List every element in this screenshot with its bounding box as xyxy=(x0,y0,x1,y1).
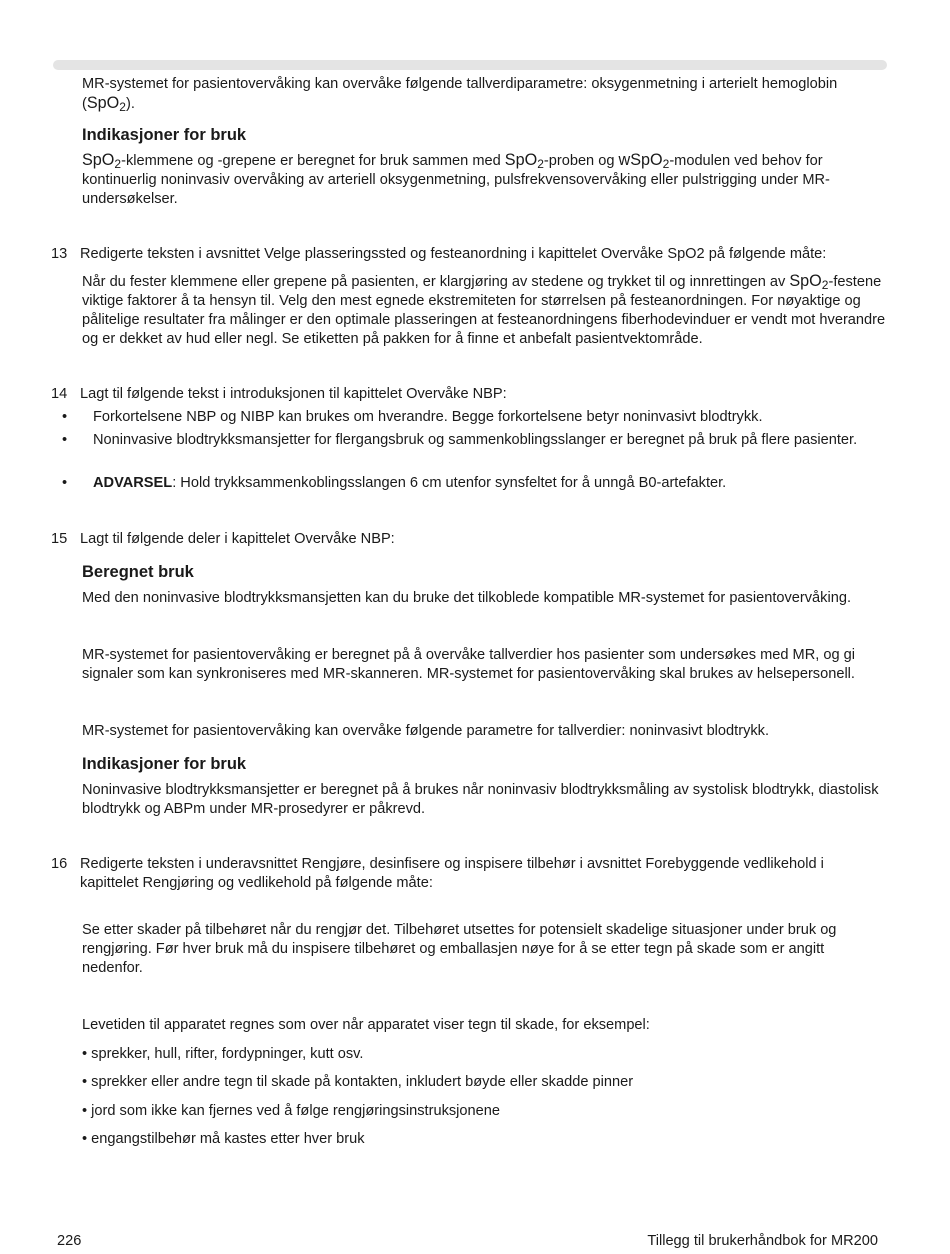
paragraph-placement: Når du fester klemmene eller grepene på pasienten, er klargjøring av stedene og trykket til og innrettingen av SpO$_2$-festene viktige faktorer å ta hensyn til. Velg den mest egnede ekstremiteten for størrelsen på festeanordningen. For nøyaktige og pålitelige resultater fra målinger er den optimale plasseringen at festeanordningens fiberhodevinduer er vendt mot hverandre og er dekket av hud eller negl. Se etiketten på pakken for å finne et anbefalt pasientvektområde. xyxy=(82,272,886,347)
bullet-marker: • xyxy=(62,409,68,425)
item-number: 15 xyxy=(51,531,68,547)
bullet-marker: • xyxy=(62,432,68,448)
paragraph-lifetime: Levetiden til apparatet regnes som over når apparatet viser tegn til skade, for eksempel: xyxy=(82,1017,650,1033)
item-number: 16 xyxy=(51,856,68,872)
item-text: Redigerte teksten i underavsnittet Rengjøre, desinfisere og inspisere tilbehør i avsnittet Forebyggende vedlikehold i kapittelet Rengjøring og vedlikehold på følgende måte: xyxy=(80,856,824,891)
page-number: 226 xyxy=(57,1233,82,1249)
heading-indications-spo2: Indikasjoner for bruk xyxy=(82,126,247,144)
numbered-item-13 xyxy=(51,245,891,264)
item-text: Lagt til følgende tekst i introduksjonen til kapittelet Overvåke NBP: xyxy=(80,386,507,402)
numbered-item-15 xyxy=(51,530,891,549)
list-item: • sprekker eller andre tegn til skade på kontakten, inkludert bøyde eller skadde pinner xyxy=(82,1074,634,1090)
warning-label: ADVARSEL xyxy=(93,475,173,491)
paragraph-nbp-indications: Noninvasive blodtrykksmansjetter er beregnet på å brukes når noninvasiv blodtrykksmåling av systolisk blodtrykk, diastolisk blodtrykk og ABPm under MR-prosedyrer er påkrevd. xyxy=(82,782,879,817)
bullet-marker: • xyxy=(62,475,68,491)
bullet-cuffs: • Noninvasive blodtrykksmansjetter for flergangsbruk og sammenkoblingsslanger er beregnet på bruk på flere pasienter. xyxy=(62,432,858,448)
list-item: • jord som ikke kan fjernes ved å følge rengjøringsinstruksjonene xyxy=(82,1103,500,1119)
bullet-nbp-abbrev: • Forkortelsene NBP og NIBP kan brukes om hverandre. Begge forkortelsene betyr noninvasivt blodtrykk. xyxy=(62,409,763,425)
paragraph-intended-use-2: MR-systemet for pasientovervåking er beregnet på å overvåke tallverdier hos pasienter som undersøkes med MR, og gi signaler som kan synkroniseres med MR-skanneren. MR-systemet for pasientovervåking skal brukes av helsepersonell. xyxy=(82,647,856,682)
footer-title: Tillegg til brukerhåndbok for MR200 xyxy=(647,1233,878,1249)
paragraph-intended-use-3: MR-systemet for pasientovervåking kan overvåke følgende parametre for tallverdier: noninvasivt blodtrykk. xyxy=(82,723,770,739)
heading-intended-use: Beregnet bruk xyxy=(82,563,194,581)
list-item: • engangstilbehør må kastes etter hver bruk xyxy=(82,1131,365,1147)
paragraph-intended-use-1: Med den noninvasive blodtrykksmansjetten kan du bruke det tilkoblede kompatible MR-systemet for pasientovervåking. xyxy=(82,590,852,606)
header-rule xyxy=(53,60,887,70)
list-item: • sprekker, hull, rifter, fordypninger, kutt osv. xyxy=(82,1046,364,1062)
item-number: 14 xyxy=(51,386,68,402)
heading-indications-nbp: Indikasjoner for bruk xyxy=(82,755,247,773)
paragraph-spo2-parameters: MR-systemet for pasientovervåking kan overvåke følgende tallverdiparametre: oksygenmetning i arterielt hemoglobin (SpO$_2$). xyxy=(82,76,838,114)
paragraph-spo2-indications: SpO$_2$-klemmene og -grepene er beregnet for bruk sammen med SpO$_2$-proben og wSpO$_2$-modulen ved behov for kontinuerlig noninvasiv overvåking av arteriell oksygenmetning, pulsfrekvensovervåking eller pulstrigging under MR-undersøkelser. xyxy=(82,151,830,207)
item-text: Lagt til følgende deler i kapittelet Overvåke NBP: xyxy=(80,531,395,547)
numbered-item-14 xyxy=(51,385,891,404)
paragraph-inspect: Se etter skader på tilbehøret når du rengjør det. Tilbehøret utsettes for potensielt skadelige situasjoner under bruk og rengjøring. Før hver bruk må du inspisere tilbehøret og emballasjen nøye for å se etter tegn på skade som er angitt nedenfor. xyxy=(82,922,837,976)
bullet-warning: • ADVARSEL: Hold trykksammenkoblingsslangen 6 cm utenfor synsfeltet for å unngå B0-artefakter. xyxy=(62,475,727,491)
numbered-item-16 xyxy=(51,855,891,893)
item-number: 13 xyxy=(51,246,68,262)
item-text: Redigerte teksten i avsnittet Velge plasseringssted og festeanordning i kapittelet Overvåke SpO2 på følgende måte: xyxy=(80,246,827,262)
